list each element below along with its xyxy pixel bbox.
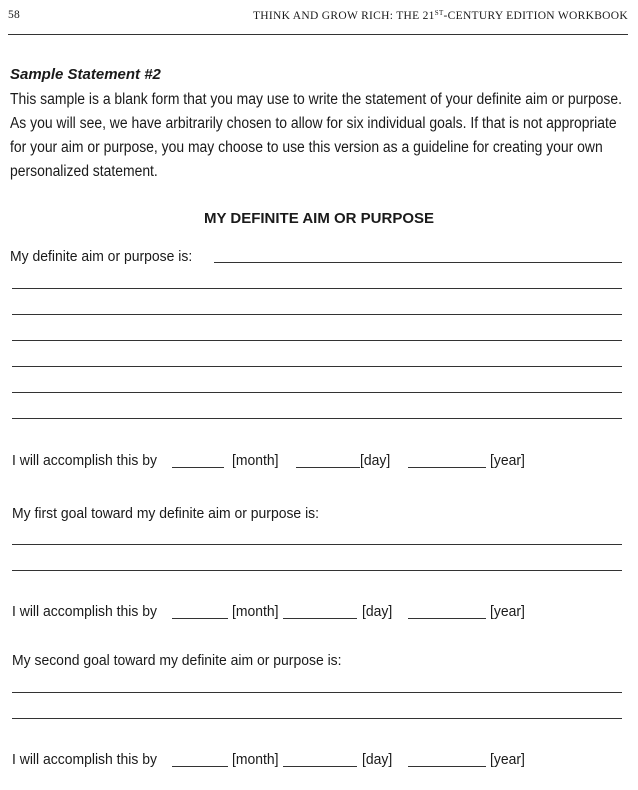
aim-answer-line[interactable] <box>12 392 622 393</box>
aim-answer-line[interactable] <box>12 340 622 341</box>
aim-answer-line[interactable] <box>12 418 622 419</box>
form-title: MY DEFINITE AIM OR PURPOSE <box>203 210 435 227</box>
page-header <box>8 7 628 25</box>
month-label: [month] <box>232 603 279 620</box>
year-blank[interactable] <box>408 618 486 619</box>
deadline-prefix: I will accomplish this by <box>12 452 157 469</box>
day-label: [day] <box>360 452 391 469</box>
year-label: [year] <box>490 751 525 768</box>
second-goal-prompt: My second goal toward my definite aim or purpose is: <box>12 652 342 669</box>
first-goal-answer-line[interactable] <box>12 544 622 545</box>
year-blank[interactable] <box>408 766 486 767</box>
header-rule <box>8 34 628 35</box>
day-label: [day] <box>362 751 393 768</box>
first-goal-answer-line[interactable] <box>12 570 622 571</box>
year-blank[interactable] <box>408 467 486 468</box>
month-blank[interactable] <box>172 618 228 619</box>
month-blank[interactable] <box>172 766 228 767</box>
month-label: [month] <box>232 452 279 469</box>
second-goal-answer-line[interactable] <box>12 718 622 719</box>
aim-answer-line[interactable] <box>12 314 622 315</box>
running-title-main: THINK AND GROW RICH: THE 21 <box>252 10 435 22</box>
page-number: 58 <box>8 9 21 21</box>
second-goal-answer-line[interactable] <box>12 692 622 693</box>
aim-prompt: My definite aim or purpose is: <box>10 248 193 265</box>
day-blank[interactable] <box>283 618 357 619</box>
month-blank[interactable] <box>172 467 224 468</box>
running-title-rest: -CENTURY EDITION WORKBOOK <box>443 10 628 22</box>
day-blank[interactable] <box>283 766 357 767</box>
day-blank[interactable] <box>296 467 360 468</box>
running-title-superscript: ST <box>434 9 444 17</box>
deadline-prefix: I will accomplish this by <box>12 751 157 768</box>
day-label: [day] <box>362 603 393 620</box>
aim-answer-line[interactable] <box>12 366 622 367</box>
year-label: [year] <box>490 452 525 469</box>
deadline-prefix: I will accomplish this by <box>12 603 157 620</box>
year-label: [year] <box>490 603 525 620</box>
section-heading: Sample Statement #2 <box>10 66 161 83</box>
first-goal-prompt: My first goal toward my definite aim or purpose is: <box>12 505 320 522</box>
intro-paragraph: This sample is a blank form that you may use to write the statement of your definite aim or purpose. As you will see, we have arbitrarily chosen to allow for six individual goals. If that is not appropriate for your aim or purpose, you may choose to use this version as a guideline for creating your own personalized statement. <box>10 91 623 180</box>
aim-answer-line[interactable] <box>12 288 622 289</box>
aim-answer-line[interactable] <box>214 262 622 263</box>
month-label: [month] <box>232 751 279 768</box>
running-title <box>253 9 628 22</box>
